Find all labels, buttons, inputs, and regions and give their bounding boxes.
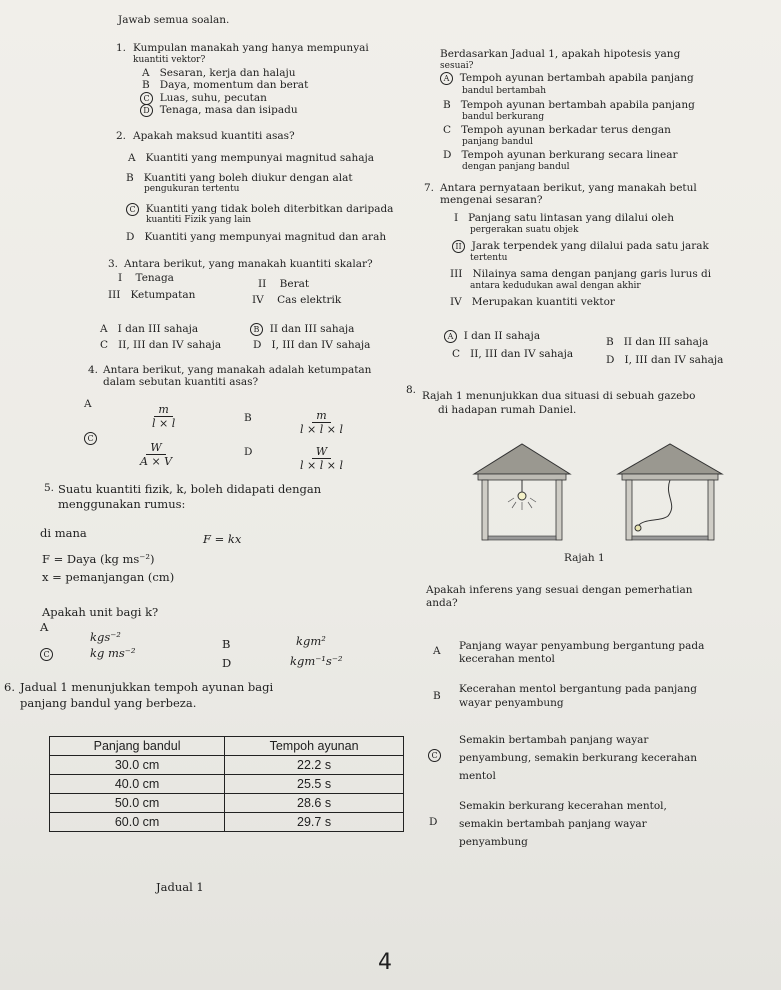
q7-item-2: II Jarak terpendek yang dilalui pada satu jarak: [452, 240, 709, 253]
table-caption: Jadual 1: [156, 880, 204, 894]
q2-option-b-cont: pengukuran tertentu: [144, 184, 240, 194]
q7-option-c[interactable]: C II, III dan IV sahaja: [452, 348, 574, 360]
q5-formula: F = kx: [203, 532, 242, 546]
q5-question: Apakah unit bagi k?: [42, 605, 159, 619]
circled-mark-icon: A: [440, 72, 453, 85]
q8-question: anda?: [426, 597, 458, 609]
gazebo-short-wire-illustration: [464, 436, 594, 546]
q8-option-b-cont: wayar penyambung: [459, 697, 564, 709]
q8-option-a-letter[interactable]: A: [433, 645, 441, 657]
circled-mark-icon: C: [140, 92, 153, 105]
gazebo-long-wire-illustration: [604, 436, 734, 546]
q8-option-c[interactable]: Semakin bertambah panjang wayar: [459, 734, 649, 746]
circled-mark-icon: C: [428, 749, 441, 762]
q8-option-d-cont: semakin bertambah panjang wayar: [459, 818, 647, 830]
q8-option-c-cont: mentol: [459, 770, 496, 782]
q3-stem: Antara berikut, yang manakah kuantiti skalar?: [124, 258, 373, 270]
circled-mark-icon: C: [40, 648, 53, 661]
table-cell: 40.0 cm: [50, 775, 225, 794]
q5-def-x: x = pemanjangan (cm): [42, 570, 175, 584]
q5-number: 5.: [44, 482, 55, 494]
q7-option-a[interactable]: A I dan II sahaja: [444, 330, 540, 343]
q3-option-c[interactable]: C II, III dan IV sahaja: [100, 339, 222, 351]
table-row: [50, 756, 404, 775]
circled-mark-icon: B: [250, 323, 263, 336]
q2-option-a[interactable]: A Kuantiti yang mempunyai magnitud sahaja: [128, 152, 375, 164]
q8-option-a-cont: kecerahan mentol: [459, 653, 555, 665]
q6-number: 6.: [4, 680, 15, 694]
q1-stem: kuantiti vektor?: [133, 55, 206, 65]
q4-option-d-fraction[interactable]: $\frac{W}{l \times l \times l}$: [300, 445, 343, 472]
q4-stem: Antara berikut, yang manakah adalah ketumpatan: [103, 364, 372, 376]
table-cell: 60.0 cm: [50, 813, 225, 832]
q7-item-2-cont: tertentu: [470, 253, 508, 263]
q3-item-3: III Ketumpatan: [108, 289, 196, 301]
q6-option-d-cont: dengan panjang bandul: [462, 162, 570, 172]
q3-item-2: II Berat: [258, 278, 310, 290]
q1-option-c[interactable]: C Luas, suhu, pecutan: [140, 92, 267, 105]
q3-number: 3.: [108, 258, 119, 270]
q5-stem: Suatu kuantiti fizik, k, boleh didapati dengan: [58, 482, 322, 496]
table-cell: 25.5 s: [225, 775, 404, 794]
q7-item-1: I Panjang satu lintasan yang dilalui oleh: [454, 212, 674, 224]
q5-option-b-letter[interactable]: B: [222, 637, 231, 651]
table-cell: 28.6 s: [225, 794, 404, 813]
q4-stem: dalam sebutan kuantiti asas?: [103, 376, 259, 388]
circled-mark-icon: C: [126, 203, 139, 216]
table-header-row: [50, 737, 404, 756]
q7-stem: mengenai sesaran?: [440, 194, 543, 206]
column-header: Tempoh ayunan: [225, 737, 404, 756]
handwritten-page-number: 4: [378, 950, 392, 975]
q5-def-f: F = Daya (kg ms⁻²): [42, 552, 155, 566]
q4-option-c-letter[interactable]: [84, 432, 97, 445]
circled-mark-icon: C: [84, 432, 97, 445]
q8-option-b[interactable]: Kecerahan mentol bergantung pada panjang: [459, 683, 697, 695]
table-row: [50, 794, 404, 813]
q3-option-b[interactable]: B II dan III sahaja: [250, 323, 354, 336]
q7-stem: Antara pernyataan berikut, yang manakah betul: [440, 182, 697, 194]
table-cell: 29.7 s: [225, 813, 404, 832]
instruction: Jawab semua soalan.: [118, 14, 230, 26]
q7-item-3: III Nilainya sama dengan panjang garis lurus di: [450, 268, 712, 280]
q6-stem: Jadual 1 menunjukkan tempoh ayunan bagi: [20, 680, 274, 694]
q1-option-a[interactable]: A Sesaran, kerja dan halaju: [142, 67, 296, 79]
q3-option-a[interactable]: A I dan III sahaja: [100, 323, 199, 335]
table-cell: 50.0 cm: [50, 794, 225, 813]
table-row: [50, 775, 404, 794]
q4-option-b-fraction[interactable]: $\frac{m}{l \times l \times l}$: [300, 409, 343, 436]
table-cell: 30.0 cm: [50, 756, 225, 775]
q2-option-b[interactable]: B Kuantiti yang boleh diukur dengan alat: [126, 172, 353, 184]
q7-item-4: IV Merupakan kuantiti vektor: [450, 296, 615, 308]
q8-option-d-letter[interactable]: D: [429, 816, 438, 828]
q5-where: di mana: [40, 526, 87, 540]
q2-stem: Apakah maksud kuantiti asas?: [133, 130, 295, 142]
q2-option-c-cont: kuantiti Fizik yang lain: [146, 215, 252, 225]
table-cell: 22.2 s: [225, 756, 404, 775]
column-header: Panjang bandul: [50, 737, 225, 756]
q6-option-a-cont: bandul bertambah: [462, 86, 547, 96]
q5-option-d-letter[interactable]: D: [222, 656, 232, 670]
q5-option-c[interactable]: kg ms⁻²: [90, 646, 136, 660]
q1-option-d[interactable]: D Tenaga, masa dan isipadu: [140, 104, 298, 117]
q8-option-d[interactable]: Semakin berkurang kecerahan mentol,: [459, 800, 667, 812]
q5-option-a-letter[interactable]: A: [40, 620, 49, 634]
q7-option-d[interactable]: D I, III dan IV sahaja: [606, 354, 724, 366]
q5-option-b[interactable]: kgm²: [296, 634, 326, 648]
figure-caption: Rajah 1: [564, 552, 605, 564]
q6-option-c[interactable]: C Tempoh ayunan berkadar terus dengan: [443, 124, 671, 136]
q1-number: 1.: [116, 42, 127, 54]
q3-option-d[interactable]: D I, III dan IV sahaja: [253, 339, 371, 351]
q1-stem: Kumpulan manakah yang hanya mempunyai: [133, 42, 369, 54]
q4-option-a-letter[interactable]: A: [84, 398, 92, 410]
q1-option-b[interactable]: B Daya, momentum dan berat: [142, 79, 309, 91]
q8-number: 8.: [406, 384, 417, 396]
q4-option-c-fraction[interactable]: $\frac{W}{A \times V}$: [140, 441, 173, 468]
q7-number: 7.: [424, 182, 435, 194]
q4-number: 4.: [88, 364, 99, 376]
q8-option-a[interactable]: Panjang wayar penyambung bergantung pada: [459, 640, 705, 652]
q7-item-1-cont: pergerakan suatu objek: [470, 225, 579, 235]
q2-option-d[interactable]: D Kuantiti yang mempunyai magnitud dan arah: [126, 231, 387, 243]
q6-option-c-cont: panjang bandul: [462, 137, 533, 147]
q3-item-4: IV Cas elektrik: [252, 294, 342, 306]
q6-option-b[interactable]: B Tempoh ayunan bertambah apabila panjang: [443, 99, 695, 111]
q8-option-d-cont: penyambung: [459, 836, 528, 848]
table-row: [50, 813, 404, 832]
q4-option-d-letter[interactable]: D: [244, 446, 253, 458]
q2-option-c[interactable]: C Kuantiti yang tidak boleh diterbitkan daripada: [126, 203, 393, 216]
q8-stem: di hadapan rumah Daniel.: [438, 404, 577, 416]
q6-stem: panjang bandul yang berbeza.: [20, 696, 197, 710]
q6-question: sesuai?: [440, 61, 474, 71]
q7-item-3-cont: antara kedudukan awal dengan akhir: [470, 281, 641, 291]
q8-option-c-letter[interactable]: [428, 749, 441, 762]
q2-number: 2.: [116, 130, 127, 142]
pendulum-table: [49, 736, 404, 832]
q3-item-1: I Tenaga: [118, 272, 174, 284]
q5-stem: menggunakan rumus:: [58, 497, 186, 511]
q8-question: Apakah inferens yang sesuai dengan pemerhatian: [426, 584, 693, 596]
q5-option-a[interactable]: kgs⁻²: [90, 630, 121, 644]
q4-option-a-fraction[interactable]: $\frac{m}{l \times l}$: [152, 403, 176, 430]
q5-option-c-letter[interactable]: [40, 646, 53, 661]
circled-mark-icon: A: [444, 330, 457, 343]
q5-option-d[interactable]: kgm⁻¹s⁻²: [290, 654, 343, 668]
circled-mark-icon: D: [140, 104, 153, 117]
q6-question: Berdasarkan Jadual 1, apakah hipotesis yang: [440, 48, 681, 60]
circled-mark-icon: II: [452, 240, 465, 253]
q8-option-b-letter[interactable]: B: [433, 690, 441, 702]
q6-option-a[interactable]: A Tempoh ayunan bertambah apabila panjang: [440, 72, 694, 85]
q8-stem: Rajah 1 menunjukkan dua situasi di sebuah gazebo: [422, 390, 696, 402]
q6-option-b-cont: bandul berkurang: [462, 112, 545, 122]
q4-option-b-letter[interactable]: B: [244, 412, 252, 424]
q6-option-d[interactable]: D Tempoh ayunan berkurang secara linear: [443, 149, 678, 161]
q8-option-c-cont: penyambung, semakin berkurang kecerahan: [459, 752, 698, 764]
q7-option-b[interactable]: B II dan III sahaja: [606, 336, 709, 348]
